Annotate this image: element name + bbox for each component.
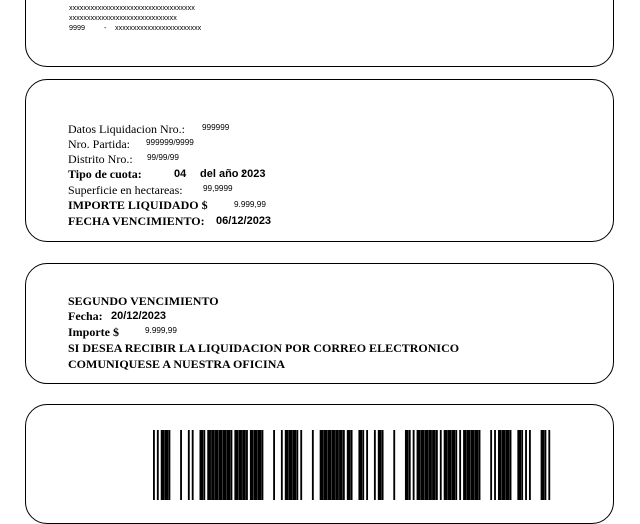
superficie-label: Superficie en hectareas:: [68, 183, 183, 197]
segundo-fecha-value: 20/12/2023: [111, 310, 167, 322]
barcode-bar: [246, 430, 248, 500]
anio-label: del año :: [200, 168, 246, 180]
barcode-bar: [490, 430, 492, 500]
barcode-bar: [440, 430, 442, 500]
barcode-bar: [541, 430, 545, 500]
barcode-bar: [436, 430, 438, 500]
segundo-importe-label: Importe $: [68, 325, 119, 339]
barcode-bar: [200, 430, 204, 500]
barcode-bar: [479, 430, 481, 500]
barcode-bar: [448, 430, 452, 500]
barcode-bar: [521, 430, 523, 500]
tipo-cuota-label: Tipo de cuota:: [68, 167, 142, 181]
barcode-bar: [382, 430, 384, 500]
address-code: 9999: [69, 23, 85, 32]
barcode-bar: [358, 430, 362, 500]
barcode-bar: [223, 430, 227, 500]
barcode-box: [25, 404, 614, 524]
fecha-vencimiento-label: FECHA VENCIMIENTO:: [68, 214, 205, 228]
barcode-bar: [467, 430, 471, 500]
barcode-bar: [475, 430, 479, 500]
barcode-bar: [393, 430, 395, 500]
barcode-bar: [215, 430, 219, 500]
barcode-bar: [242, 430, 246, 500]
tipo-cuota-value: 04: [174, 168, 187, 180]
barcode-bar: [459, 430, 461, 500]
barcode-bar: [339, 430, 343, 500]
barcode-bar: [417, 430, 421, 500]
barcode-bar: [463, 430, 467, 500]
barcode-bar: [343, 430, 345, 500]
barcode-bar: [281, 430, 283, 500]
barcode-bar: [494, 430, 496, 500]
barcode-bar: [351, 430, 353, 500]
partida-value: 999999/9999: [146, 138, 194, 147]
datos-liquidacion-label: Datos Liquidacion Nro.:: [68, 122, 185, 136]
barcode-bar: [444, 430, 448, 500]
barcode-bar: [405, 430, 409, 500]
barcode-bar: [424, 430, 428, 500]
importe-liquidado-value: 9.999,99: [234, 200, 266, 209]
address-separator: -: [104, 23, 107, 32]
barcode-bar: [451, 430, 455, 500]
barcode-bar: [169, 430, 171, 500]
barcode-bar: [180, 430, 182, 500]
importe-liquidado-label: IMPORTE LIQUIDADO $: [68, 198, 208, 212]
address-line-3: xxxxxxxxxxxxxxxxxxxxxxxx: [115, 23, 202, 32]
anio-value: 2023: [241, 168, 266, 180]
barcode-bar: [510, 430, 512, 500]
barcode-bar: [324, 430, 328, 500]
address-line-1: xxxxxxxxxxxxxxxxxxxxxxxxxxxxxxxxxxx: [69, 3, 195, 12]
barcode-bar: [227, 430, 231, 500]
barcode-bar: [153, 430, 155, 500]
barcode-bar: [432, 430, 436, 500]
second-due-date-box: [25, 263, 614, 384]
barcode-bar: [471, 430, 475, 500]
barcode-bar: [238, 430, 242, 500]
segundo-importe-value: 9.999,99: [145, 326, 177, 335]
segundo-fecha-label: Fecha:: [68, 309, 103, 323]
barcode-bar: [250, 430, 254, 500]
barcode: [153, 430, 560, 500]
fecha-vencimiento-value: 06/12/2023: [216, 215, 272, 227]
barcode-bar: [211, 430, 215, 500]
liquidation-details-box: [25, 79, 614, 242]
barcode-bar: [409, 430, 411, 500]
barcode-bar: [254, 430, 258, 500]
barcode-bar: [273, 430, 275, 500]
barcode-bar: [525, 430, 527, 500]
barcode-bar: [548, 430, 550, 500]
barcode-bar: [192, 430, 194, 500]
barcode-bar: [455, 430, 457, 500]
barcode-bar: [428, 430, 432, 500]
barcode-bar: [219, 430, 223, 500]
address-line-2: xxxxxxxxxxxxxxxxxxxxxxxxxxxxxx: [69, 13, 177, 22]
segundo-vencimiento-title: SEGUNDO VENCIMIENTO: [68, 294, 219, 308]
barcode-bar: [312, 430, 314, 500]
barcode-bar: [335, 430, 339, 500]
barcode-bar: [285, 430, 289, 500]
address-box: [25, 0, 614, 67]
barcode-bar: [296, 430, 298, 500]
email-notice-line-1: SI DESEA RECIBIR LA LIQUIDACION POR CORREO ELECTRONICO: [68, 341, 460, 355]
barcode-bar: [374, 430, 376, 500]
barcode-bar: [517, 430, 521, 500]
barcode-bar: [207, 430, 211, 500]
barcode-bar: [203, 430, 205, 500]
barcode-bar: [300, 430, 302, 500]
datos-liquidacion-value: 999999: [202, 123, 230, 132]
barcode-bar: [234, 430, 238, 500]
barcode-bar: [498, 430, 502, 500]
barcode-bar: [161, 430, 165, 500]
barcode-bar: [413, 430, 415, 500]
barcode-bar: [420, 430, 424, 500]
barcode-bar: [320, 430, 324, 500]
distrito-value: 99/99/99: [147, 153, 179, 162]
barcode-bar: [545, 430, 547, 500]
barcode-bar: [165, 430, 169, 500]
superficie-value: 99,9999: [203, 184, 233, 193]
barcode-bar: [331, 430, 335, 500]
distrito-label: Distrito Nro.:: [68, 152, 133, 166]
barcode-bar: [362, 430, 364, 500]
barcode-bar: [289, 430, 293, 500]
barcode-bar: [258, 430, 262, 500]
barcode-bar: [506, 430, 510, 500]
barcode-bar: [529, 430, 531, 500]
barcode-bar: [347, 430, 351, 500]
barcode-bar: [327, 430, 331, 500]
barcode-bar: [188, 430, 190, 500]
barcode-bar: [366, 430, 368, 500]
email-notice-line-2: COMUNIQUESE A NUESTRA OFICINA: [68, 357, 286, 371]
barcode-bar: [231, 430, 233, 500]
partida-label: Nro. Partida:: [68, 137, 130, 151]
barcode-bar: [378, 430, 382, 500]
barcode-bar: [157, 430, 159, 500]
barcode-bar: [502, 430, 506, 500]
barcode-bar: [293, 430, 297, 500]
barcode-bar: [262, 430, 264, 500]
